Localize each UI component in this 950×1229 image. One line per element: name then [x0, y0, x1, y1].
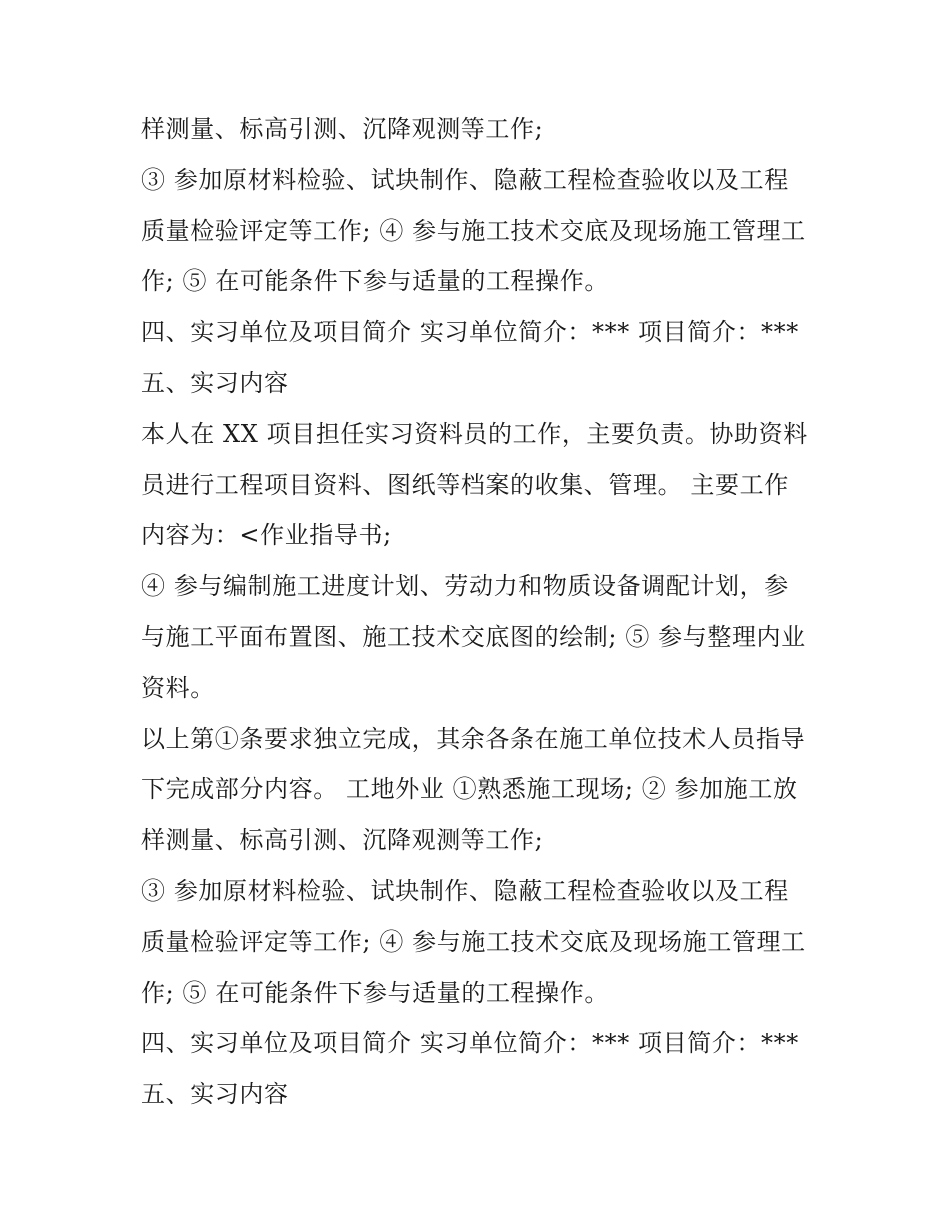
text-line: 内容为：<作业指导书; — [141, 521, 392, 550]
document-body — [141, 104, 821, 1120]
text-line: 与施工平面布置图、施工技术交底图的绘制; ⑤ 参与整理内业 — [141, 622, 806, 651]
section-heading: 四、实习单位及项目简介 实习单位简介：*** 项目简介：*** — [141, 318, 799, 347]
text-line: 样测量、标高引测、沉降观测等工作; — [141, 826, 544, 855]
text-line: ③ 参加原材料检验、试块制作、隐蔽工程检查验收以及工程 — [141, 165, 789, 194]
text-line: 质量检验评定等工作; ④ 参与施工技术交底及现场施工管理工 — [141, 216, 806, 245]
text-line: 以上第①条要求独立完成，其余各条在施工单位技术人员指导 — [141, 724, 806, 753]
text-line: 员进行工程项目资料、图纸等档案的收集、管理。 主要工作 — [141, 470, 789, 499]
section-heading: 四、实习单位及项目简介 实习单位简介：*** 项目简介：*** — [141, 1029, 799, 1058]
text-line: 本人在 XX 项目担任实习资料员的工作，主要负责。协助资料 — [141, 419, 808, 448]
text-line: ④ 参与编制施工进度计划、劳动力和物质设备调配计划，参 — [141, 572, 789, 601]
text-line: 质量检验评定等工作; ④ 参与施工技术交底及现场施工管理工 — [141, 927, 806, 956]
section-heading: 五、实习内容 — [141, 368, 289, 397]
text-line: 作; ⑤ 在可能条件下参与适量的工程操作。 — [141, 267, 609, 296]
text-line: 样测量、标高引测、沉降观测等工作; — [141, 115, 544, 143]
text-line: 作; ⑤ 在可能条件下参与适量的工程操作。 — [141, 978, 609, 1007]
text-line: ③ 参加原材料检验、试块制作、隐蔽工程检查验收以及工程 — [141, 876, 789, 905]
section-heading: 五、实习内容 — [141, 1080, 289, 1109]
text-line: 资料。 — [141, 673, 215, 702]
text-line: 下完成部分内容。 工地外业 ①熟悉施工现场; ② 参加施工放 — [141, 775, 798, 804]
